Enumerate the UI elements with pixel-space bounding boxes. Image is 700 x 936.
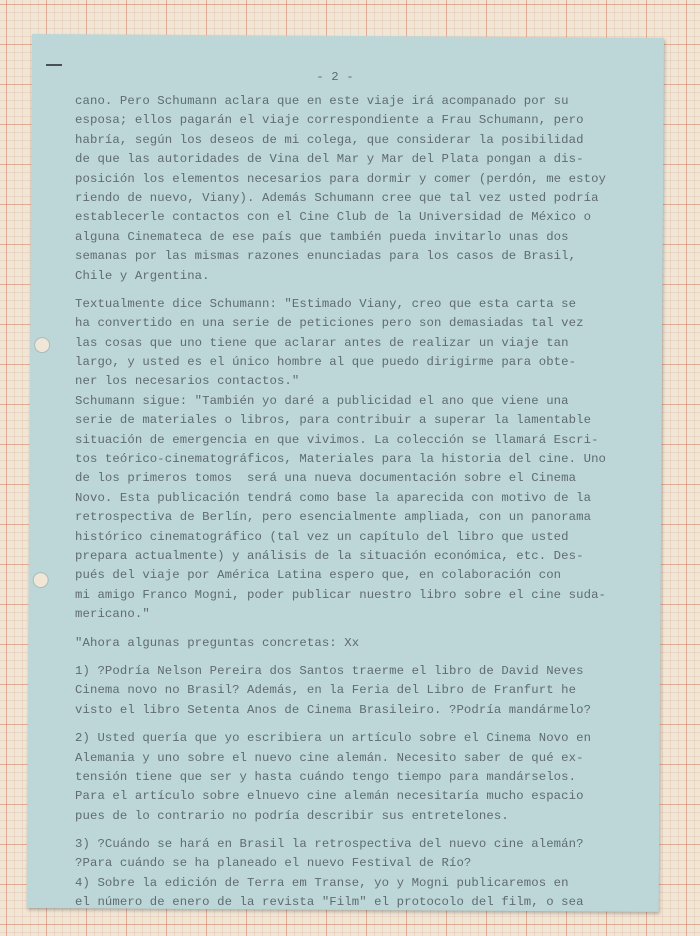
text-line: "Ahora algunas preguntas concretas: Xx [75, 635, 360, 650]
text-line: histórico cinematográfico (tal vez un capítulo del libro que usted [75, 529, 569, 544]
paragraph [75, 835, 635, 913]
text-line: posición los elementos necesarios para dormir y comer (perdón, me estoy [75, 171, 607, 186]
text-line: el número de enero de la revista "Film" el protocolo del film, o sea [75, 895, 584, 910]
text-line: retrospectiva de Berlín, pero esencialmente ampliada, con un panorama [75, 510, 592, 525]
text-line: ?Para cuándo se ha planeado el nuevo Festival de Río? [75, 856, 472, 871]
text-line: pues de lo contrario no podría describir sus entretelones. [75, 808, 509, 823]
text-line: pués del viaje por América Latina espero que, en colaboración con [75, 568, 562, 583]
text-line: visto el libro Setenta Anos de Cinema Brasileiro. ?Podría mandármelo? [75, 702, 592, 717]
text-line: ha convertido en una serie de peticiones pero son demasiadas tal vez [75, 316, 584, 331]
paragraph-gap [75, 286, 635, 295]
paragraph [75, 92, 635, 286]
text-line: Para el artículo sobre elnuevo cine alemán necesitaría mucho espacio [75, 789, 584, 804]
text-line: Textualmente dice Schumann: "Estimado Viany, creo que esta carta se [75, 296, 577, 311]
text-line: serie de materiales o libros, para contribuir a superar la lamentable [75, 413, 592, 428]
paragraph-gap [75, 653, 635, 662]
text-line: Cinema novo no Brasil? Además, en la Feria del Libro de Franfurt he [75, 683, 577, 698]
paragraph [75, 295, 635, 625]
text-line: establecerle contactos con el Cine Club de la Universidad de México o [75, 210, 592, 225]
text-line: habría, según los deseos de mi colega, que considerar la posibilidad [75, 132, 584, 147]
text-line: Novo. Esta publicación tendrá como base la aparecida con motivo de la [75, 490, 592, 505]
text-line: cano. Pero Schumann aclara que en este viaje irá acompanado por su [75, 94, 569, 108]
text-line: mi amigo Franco Mogni, poder publicar nuestro libro sobre el cine suda- [75, 587, 607, 602]
letter-body [75, 92, 635, 913]
text-line: largo, y usted es el único hombre al que puedo dirigirme para obte- [75, 355, 577, 370]
text-line: ner los necesarios contactos." [75, 374, 300, 389]
typewritten-text [75, 70, 635, 913]
punch-hole [34, 337, 50, 353]
text-line: 1) ?Podría Nelson Pereira dos Santos traerme el libro de David Neves [75, 663, 584, 678]
paragraph [75, 729, 635, 826]
paragraph-gap [75, 826, 635, 835]
paragraph-gap [75, 625, 635, 634]
text-line: tos teórico-cinematográficos, Materiales para la historia del cine. Uno [75, 452, 607, 467]
text-line: de los primeros tomos será una nueva documentación sobre el Cinema [75, 471, 577, 486]
text-line: 2) Usted quería que yo escribiera un artículo sobre el Cinema Novo en [75, 731, 592, 746]
text-line: mericano." [75, 607, 150, 622]
paragraph-gap [75, 720, 635, 729]
text-line: tensión tiene que ser y hasta cuándo tengo tiempo para mandárselos. [75, 769, 577, 784]
text-line: Alemania y uno sobre el nuevo cine alemán. Necesito saber de qué ex- [75, 750, 584, 765]
ink-mark [46, 64, 62, 66]
text-line: las cosas que uno tiene que aclarar antes de realizar un viaje tan [75, 335, 569, 350]
text-line: Schumann sigue: "También yo daré a publicidad el ano que viene una [75, 393, 569, 408]
text-line: 3) ?Cuándo se hará en Brasil la retrospectiva del nuevo cine alemán? [75, 837, 584, 852]
text-line: alguna Cinemateca de ese país que también pueda invitarlo unas dos [75, 229, 569, 244]
page-number: - 2 - [316, 70, 354, 84]
text-line: de que las autoridades de Vina del Mar y Mar del Plata pongan a dis- [75, 152, 584, 167]
text-line: situación de emergencia en que vivimos. La colección se llamará Escri- [75, 432, 599, 447]
punch-hole [33, 572, 49, 588]
text-line: semanas por las mismas razones enunciadas para los casos de Brasil, [75, 249, 577, 264]
text-line: riendo de nuevo, Viany). Además Schumann cree que tal vez usted podría [75, 190, 599, 205]
text-line: esposa; ellos pagarán el viaje correspondiente a Frau Schumann, pero [75, 113, 584, 128]
text-line: prepara actualmente) y análisis de la situación económica, etc. Des- [75, 548, 584, 563]
paragraph [75, 662, 635, 720]
text-line: 4) Sobre la edición de Terra em Transe, yo y Mogni publicaremos en [75, 875, 569, 890]
text-line: Chile y Argentina. [75, 268, 210, 283]
paragraph [75, 634, 635, 653]
